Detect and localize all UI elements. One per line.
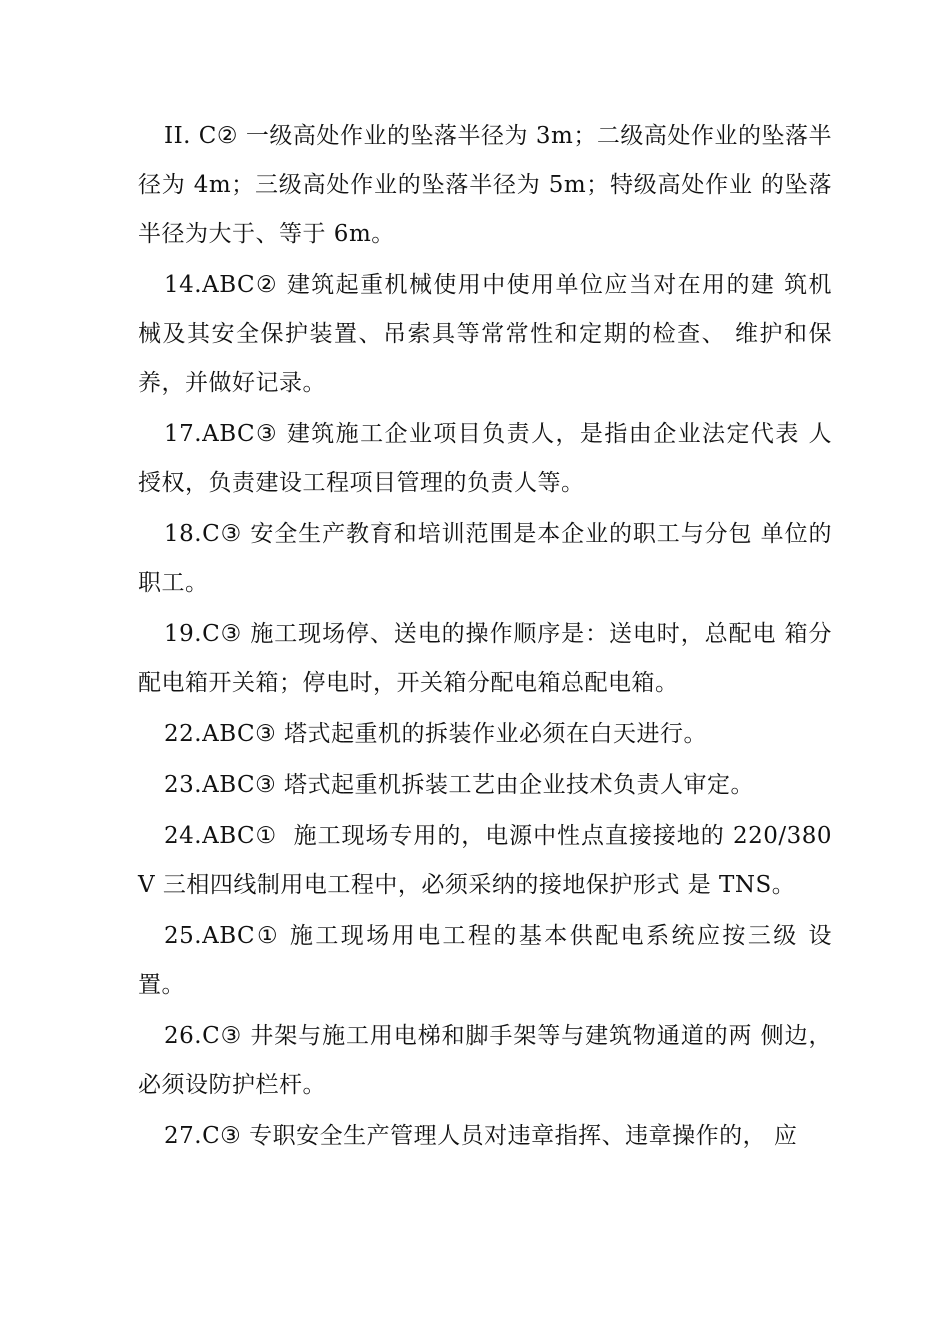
paragraph-item-18: 18.C③ 安全生产教育和培训范围是本企业的职工与分包 单位的职工。 <box>138 521 832 596</box>
paragraph-item-26: 26.C③ 井架与施工用电梯和脚手架等与建筑物通道的两 侧边，必须设防护栏杆。 <box>138 1023 832 1098</box>
paragraph-item-19: 19.C③ 施工现场停、送电的操作顺序是：送电时，总配电 箱分配电箱开关箱；停电时，开关箱分配电箱总配电箱。 <box>138 621 832 696</box>
paragraph-item-17: 17.ABC③ 建筑施工企业项目负责人，是指由企业法定代表 人授权，负责建设工程项目管理的负责人等。 <box>138 421 832 496</box>
paragraph-item-27: 27.C③ 专职安全生产管理人员对违章指挥、违章操作的， 应 <box>164 1123 798 1149</box>
paragraph-item-11: II. C② 一级高处作业的坠落半径为 3m；二级高处作业的坠落半径为 4m；三级高处作业的坠落半径为 5m；特级高处作业 的坠落半径为大于、等于 6m。 <box>138 123 832 247</box>
document-body <box>138 112 832 1163</box>
paragraph-item-14: 14.ABC② 建筑起重机械使用中使用单位应当对在用的建 筑机械及其安全保护装置、吊索具等常常性和定期的检查、 维护和保养，并做好记录。 <box>138 272 832 396</box>
paragraph-item-22: 22.ABC③ 塔式起重机的拆装作业必须在白天进行。 <box>164 721 708 747</box>
paragraph-item-23: 23.ABC③ 塔式起重机拆装工艺由企业技术负责人审定。 <box>164 772 755 798</box>
paragraph-item-25: 25.ABC① 施工现场用电工程的基本供配电系统应按三级 设置。 <box>138 923 832 998</box>
paragraph-item-24: 24.ABC① 施工现场专用的，电源中性点直接接地的 220/380V 三相四线制用电工程中，必须采纳的接地保护形式 是 TNS。 <box>138 823 832 898</box>
